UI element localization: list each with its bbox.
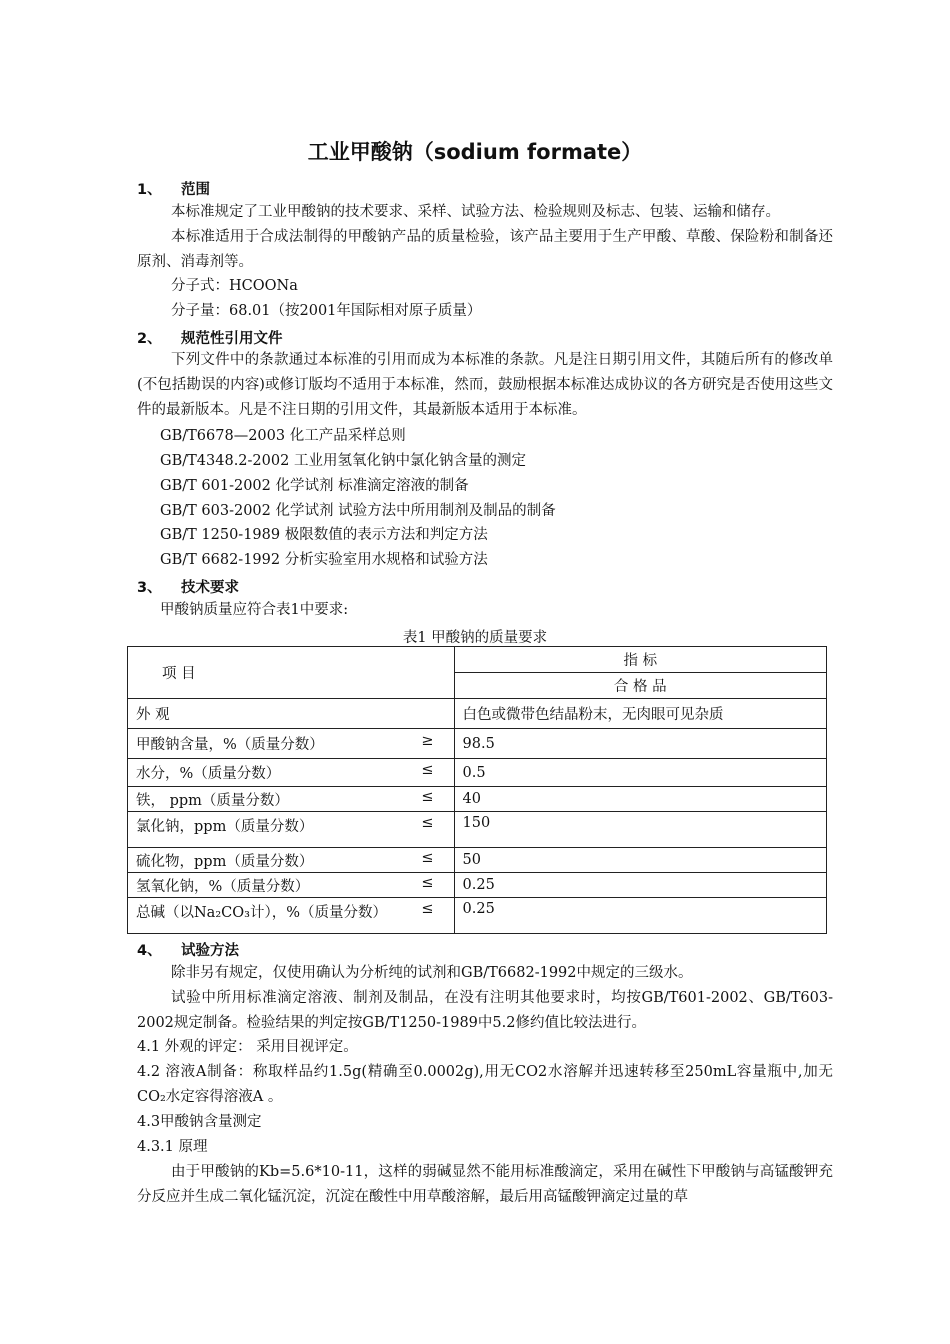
row-item: 水分，%（质量分数） xyxy=(136,766,281,782)
comparison-symbol: ≤ xyxy=(421,815,434,831)
table-row xyxy=(128,699,827,729)
section-2-heading xyxy=(137,327,283,348)
table-row xyxy=(128,787,827,812)
principle-paragraph: 由于甲酸钠的Kb=5.6*10-11，这样的弱碱显然不能用标准酸滴定，采用在碱性下甲酸钠与高锰酸钾充分反应并生成二氧化锰沉淀，沉淀在酸性中用草酸溶解，最后用高锰酸钾滴定过量的草 xyxy=(137,1164,833,1205)
section-2-number: 2、 xyxy=(137,331,162,347)
reference-item: GB/T6678—2003 化工产品采样总则 xyxy=(160,428,406,444)
section-1-number: 1、 xyxy=(137,182,162,198)
row-value: 150 xyxy=(454,812,826,848)
clause-4-1: 4.1 外观的评定： 采用目视评定。 xyxy=(137,1039,358,1055)
row-item-cell xyxy=(128,759,455,787)
row-item: 总碱（以Na₂CO₃计），%（质量分数） xyxy=(136,905,387,921)
row-item-cell xyxy=(128,898,455,934)
table-row xyxy=(128,729,827,759)
section-2-paragraph: 下列文件中的条款通过本标准的引用而成为本标准的条款。凡是注日期引用文件，其随后所有的修改单(不包括勘误的内容)或修订版均不适用于本标准，然而，鼓励根据本标准达成协议的各方研究是否使用这些文件的最新版本。凡是不注日期的引用文件，其最新版本适用于本标准。 xyxy=(137,352,833,418)
row-value: 0.25 xyxy=(454,898,826,934)
row-value: 98.5 xyxy=(454,729,826,759)
row-item-cell xyxy=(128,787,455,812)
row-item: 铁， ppm（质量分数） xyxy=(136,792,289,809)
comparison-symbol: ≤ xyxy=(421,788,434,805)
reference-item: GB/T 6682-1992 分析实验室用水规格和试验方法 xyxy=(160,552,488,568)
header-index: 指 标 xyxy=(454,647,826,673)
row-value: 0.5 xyxy=(454,759,826,787)
reference-item: GB/T 603-2002 化学试剂 试验方法中所用制剂及制品的制备 xyxy=(160,503,556,519)
section-2-title: 规范性引用文件 xyxy=(181,331,283,347)
section-4-heading xyxy=(137,939,239,960)
section-4-title: 试验方法 xyxy=(181,943,239,959)
molecular-formula: 分子式：HCOONa xyxy=(171,278,298,294)
reference-item: GB/T 601-2002 化学试剂 标准滴定溶液的制备 xyxy=(160,478,469,494)
section-4-paragraph-2: 试验中所用标准滴定溶液、制剂及制品，在没有注明其他要求时，均按GB/T601-2002、GB/T603-2002规定制备。检验结果的判定按GB/T1250-1989中5.2修约值比较法进行。 xyxy=(137,990,833,1031)
table-row xyxy=(128,873,827,898)
comparison-symbol: ≥ xyxy=(421,733,434,749)
molecular-weight: 分子量：68.01（按2001年国际相对原子质量） xyxy=(171,303,482,319)
row-item-cell xyxy=(128,873,455,898)
clause-4-3: 4.3甲酸钠含量测定 xyxy=(137,1114,262,1130)
quality-requirements-table xyxy=(127,646,827,934)
row-item-cell xyxy=(128,848,455,873)
row-item: 甲酸钠含量，%（质量分数） xyxy=(136,737,324,753)
comparison-symbol: ≤ xyxy=(421,849,434,866)
row-value: 0.25 xyxy=(454,873,826,898)
row-item: 硫化物，ppm（质量分数） xyxy=(136,853,314,870)
section-3-heading xyxy=(137,576,239,597)
row-item: 外 观 xyxy=(128,699,455,729)
row-item: 氢氧化钠，%（质量分数） xyxy=(136,878,310,895)
section-1-paragraph-2: 本标准适用于合成法制得的甲酸钠产品的质量检验，该产品主要用于生产甲酸、草酸、保险粉和制备还原剂、消毒剂等。 xyxy=(137,229,833,270)
row-value: 40 xyxy=(454,787,826,812)
section-3-number: 3、 xyxy=(137,580,162,596)
section-1-title: 范围 xyxy=(181,182,210,198)
row-item-cell xyxy=(128,812,455,848)
comparison-symbol: ≤ xyxy=(421,762,434,778)
row-item-cell xyxy=(128,729,455,759)
clause-4-3-1: 4.3.1 原理 xyxy=(137,1139,208,1155)
row-item: 氯化钠，ppm（质量分数） xyxy=(136,819,314,835)
header-grade: 合 格 品 xyxy=(454,673,826,699)
section-4-paragraph-1: 除非另有规定，仅使用确认为分析纯的试剂和GB/T6682-1992中规定的三级水。 xyxy=(171,965,693,981)
section-4-number: 4、 xyxy=(137,943,162,959)
comparison-symbol: ≤ xyxy=(421,901,434,917)
row-value: 白色或微带色结晶粉末，无肉眼可见杂质 xyxy=(454,699,826,729)
section-1-heading xyxy=(137,178,210,199)
header-item: 项 目 xyxy=(128,647,455,699)
clause-4-2: 4.2 溶液A制备：称取样品约1.5g(精确至0.0002g),用无CO2水溶解并迅速转移至250mL容量瓶中,加无CO₂水定容得溶液A 。 xyxy=(137,1064,833,1105)
reference-item: GB/T 1250-1989 极限数值的表示方法和判定方法 xyxy=(160,527,488,543)
table-row xyxy=(128,848,827,873)
table-row xyxy=(128,759,827,787)
comparison-symbol: ≤ xyxy=(421,874,434,891)
row-value: 50 xyxy=(454,848,826,873)
table-caption: 表1 甲酸钠的质量要求 xyxy=(402,630,548,646)
table-row xyxy=(128,812,827,848)
table-row xyxy=(128,898,827,934)
section-1-paragraph-1: 本标准规定了工业甲酸钠的技术要求、采样、试验方法、检验规则及标志、包装、运输和储存。 xyxy=(171,204,780,220)
section-3-paragraph: 甲酸钠质量应符合表1中要求: xyxy=(160,602,349,618)
reference-item: GB/T4348.2-2002 工业用氢氧化钠中氯化钠含量的测定 xyxy=(160,453,526,469)
section-3-title: 技术要求 xyxy=(181,580,239,596)
document-title: 工业甲酸钠（sodium formate） xyxy=(307,140,643,164)
